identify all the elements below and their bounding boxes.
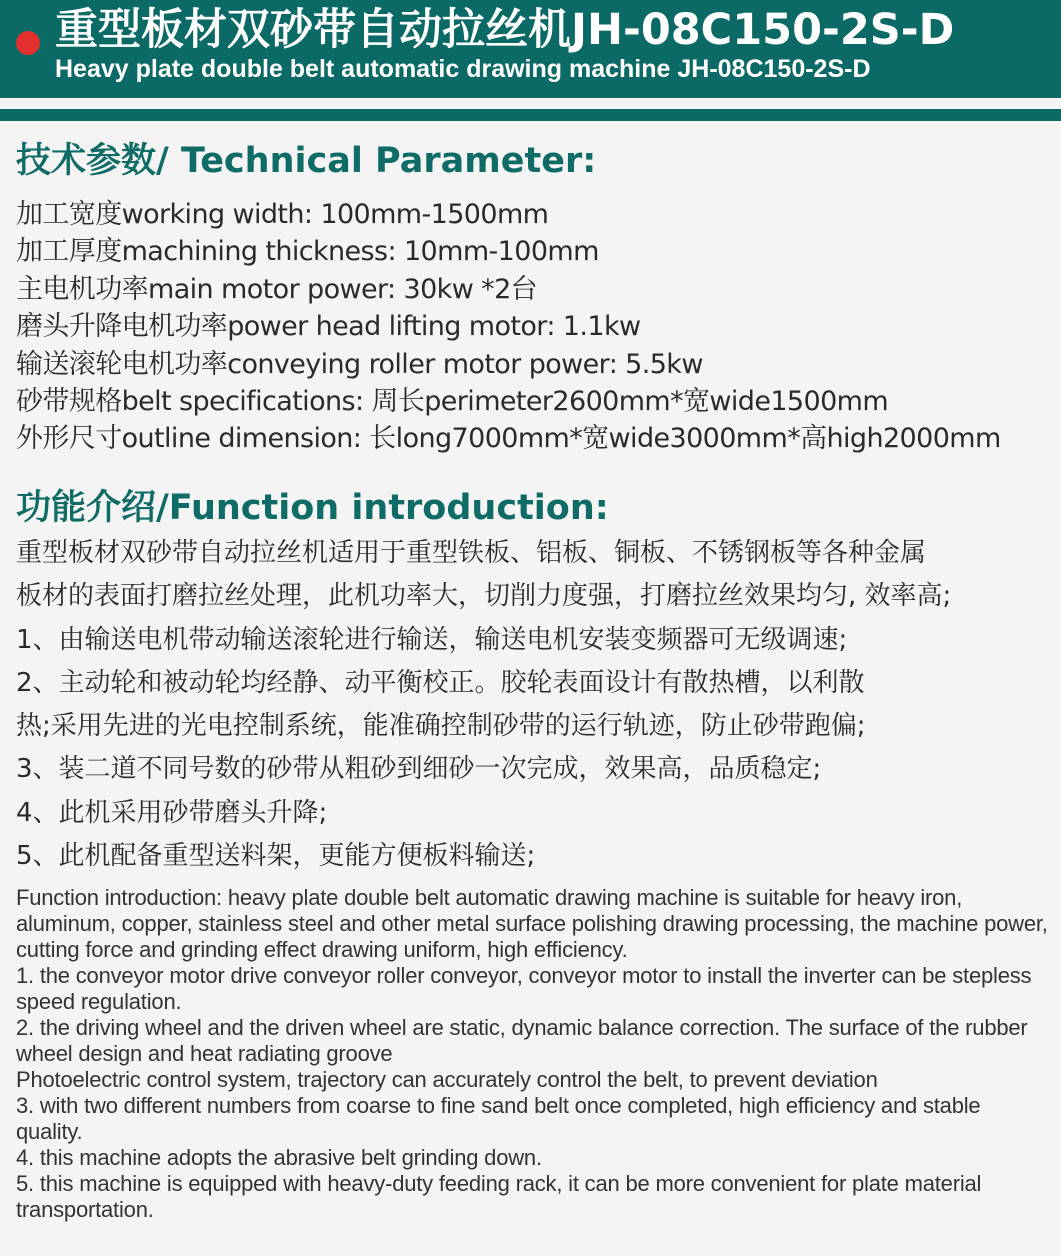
function-en-paragraph: Function introduction: heavy plate double belt automatic drawing machine is suitable for heavy iron, aluminum, copper, stainless steel and other metal surface polishing drawing processing, the machine power, cutting force and grinding effect drawing uniform, high efficiency. xyxy=(16,885,1048,962)
function-en-text xyxy=(16,885,1052,1223)
function-cn-line: 板材的表面打磨拉丝处理，此机功率大，切削力度强，打磨拉丝效果均匀, 效率高; xyxy=(16,581,952,612)
param-outline-dimension: 外形尺寸outline dimension: 长long7000mm*宽wide3000mm*高high2000mm xyxy=(16,423,1001,455)
function-cn-line: 1、由输送电机带动输送滚轮进行输送，输送电机安装变频器可无级调速; xyxy=(16,624,848,655)
function-cn-line: 3、装二道不同号数的砂带从粗砂到细砂一次完成，效果高，品质稳定; xyxy=(16,754,822,785)
function-en-paragraph: 5. this machine is equipped with heavy-duty feeding rack, it can be more convenient for plate material transportation. xyxy=(16,1171,982,1222)
function-en-paragraph: 3. with two different numbers from coarse to fine sand belt once completed, high efficiency and stable quality. xyxy=(16,1093,981,1144)
function-en-paragraph: 1. the conveyor motor drive conveyor roller conveyor, conveyor motor to install the inverter can be stepless speed regulation. xyxy=(16,963,1032,1014)
function-cn-line: 2、主动轮和被动轮均经静、动平衡校正。胶轮表面设计有散热槽，以利散 xyxy=(16,667,865,698)
function-cn-list xyxy=(16,532,1056,878)
param-conveying-roller-motor: 输送滚轮电机功率conveying roller motor power: 5.5kw xyxy=(16,348,703,380)
page-title-en: Heavy plate double belt automatic drawing machine JH-08C150-2S-D xyxy=(55,55,871,83)
divider-bar xyxy=(0,109,1061,121)
function-en-paragraph: 2. the driving wheel and the driven wheel are static, dynamic balance correction. The surface of the rubber wheel design and heat radiating groove xyxy=(16,1015,1028,1066)
header-banner xyxy=(0,0,1061,98)
function-en-paragraph: Photoelectric control system, trajectory can accurately control the belt, to prevent deviation xyxy=(16,1067,878,1092)
function-heading: 功能介绍/Function introduction: xyxy=(16,488,609,528)
param-head-lifting-motor: 磨头升降电机功率power head lifting motor: 1.1kw xyxy=(16,311,641,343)
technical-params-list xyxy=(16,196,1001,458)
function-cn-line: 5、此机配备重型送料架，更能方便板料输送; xyxy=(16,841,536,872)
function-cn-line: 重型板材双砂带自动拉丝机适用于重型铁板、铝板、铜板、不锈钢板等各种金属 xyxy=(16,538,927,568)
param-working-width: 加工宽度working width: 100mm-1500mm xyxy=(16,199,549,230)
function-en-paragraph: 4. this machine adopts the abrasive belt grinding down. xyxy=(16,1145,542,1170)
function-cn-line: 4、此机采用砂带磨头升降; xyxy=(16,797,328,828)
function-cn-line: 热;采用先进的光电控制系统，能准确控制砂带的运行轨迹，防止砂带跑偏; xyxy=(16,711,866,742)
page-title-cn: 重型板材双砂带自动拉丝机JH-08C150-2S-D xyxy=(55,5,955,55)
param-belt-specifications: 砂带规格belt specifications: 周长perimeter2600mm*宽wide1500mm xyxy=(16,385,889,417)
param-main-motor-power: 主电机功率main motor power: 30kw *2台 xyxy=(16,273,538,305)
param-machining-thickness: 加工厚度machining thickness: 10mm-100mm xyxy=(16,236,599,268)
technical-heading: 技术参数/ Technical Parameter: xyxy=(16,141,597,181)
red-dot-icon xyxy=(16,31,40,55)
